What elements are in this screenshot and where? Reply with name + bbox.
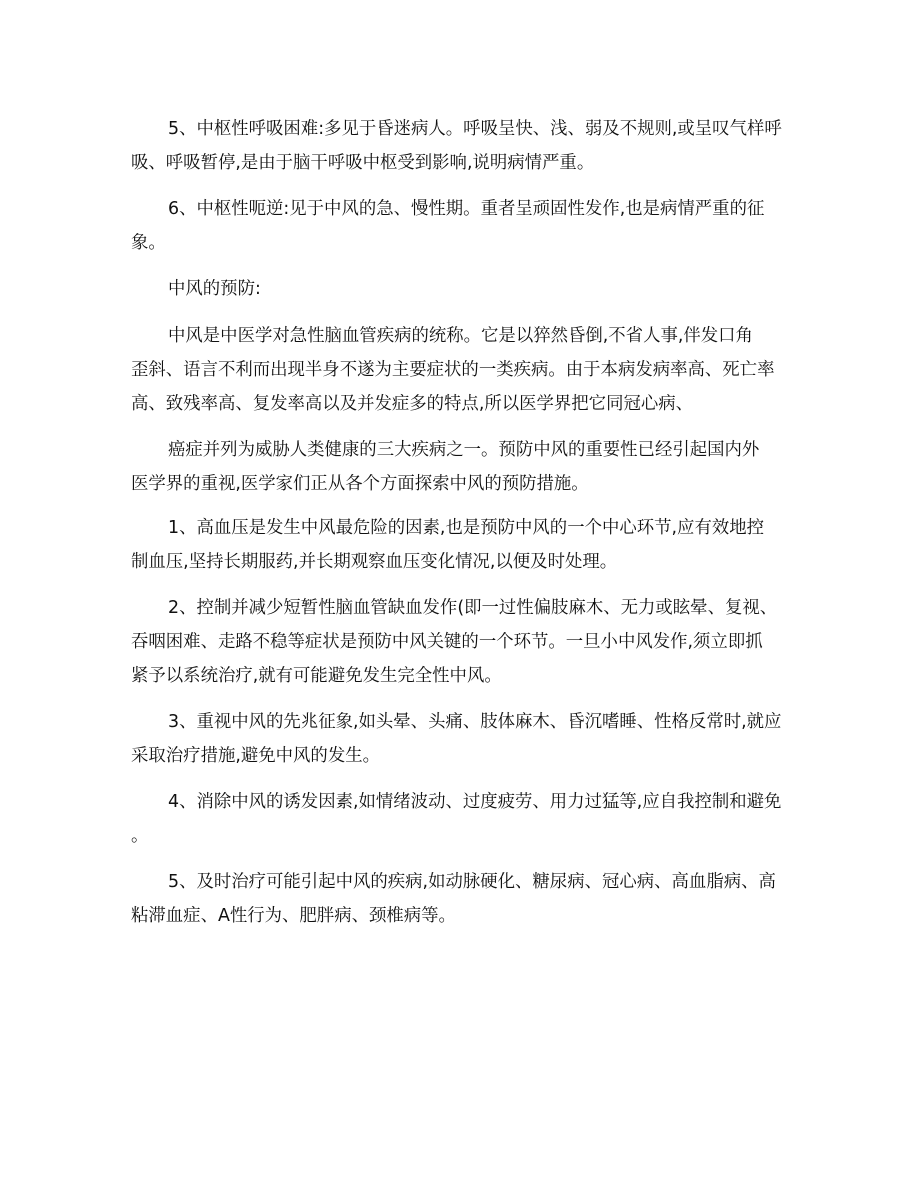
text-line: 制血压,坚持长期服药,并长期观察血压变化情况,以便及时处理。	[131, 552, 618, 572]
text-line: 紧予以系统治疗,就有可能避免发生完全性中风。	[131, 666, 502, 686]
text-line: 6、中枢性呃逆:见于中风的急、慢性期。重者呈顽固性发作,也是病情严重的征	[168, 199, 765, 219]
text-line: 中风是中医学对急性脑血管疾病的统称。它是以猝然昏倒,不省人事,伴发口角	[168, 326, 753, 346]
text-line: 吸、呼吸暂停,是由于脑干呼吸中枢受到影响,说明病情严重。	[131, 153, 595, 173]
text-line: 4、消除中风的诱发因素,如情绪波动、过度疲劳、用力过猛等,应自我控制和避免	[168, 792, 782, 812]
document-body	[131, 112, 791, 933]
paragraph-stroke-definition	[131, 319, 791, 421]
text-line: 象。	[131, 233, 166, 253]
text-line: 癌症并列为威胁人类健康的三大疾病之一。预防中风的重要性已经引起国内外	[168, 440, 760, 460]
paragraph-prevention-2	[131, 591, 791, 693]
text-line: 3、重视中风的先兆征象,如头晕、头痛、肢体麻木、昏沉嗜睡、性格反常时,就应	[168, 712, 782, 732]
text-line: 医学界的重视,医学家们正从各个方面探索中风的预防措施。	[131, 474, 589, 494]
section-heading: 中风的预防:	[168, 279, 261, 299]
paragraph-prevention-5	[131, 865, 791, 933]
text-line: 歪斜、语言不利而出现半身不遂为主要症状的一类疾病。由于本病发病率高、死亡率	[131, 360, 775, 380]
text-line: 高、致残率高、复发率高以及并发症多的特点,所以医学界把它同冠心病、	[131, 394, 694, 414]
paragraph-stroke-importance	[131, 433, 791, 501]
paragraph-prevention-3	[131, 705, 791, 773]
paragraph-central-dyspnea	[131, 112, 791, 180]
text-line: 2、控制并减少短暂性脑血管缺血发作(即一过性偏肢麻木、无力或眩晕、复视、	[168, 598, 778, 618]
text-line: 粘滞血症、A性行为、肥胖病、颈椎病等。	[131, 906, 456, 926]
text-line: 采取治疗措施,避免中风的发生。	[131, 746, 380, 766]
text-line: 5、及时治疗可能引起中风的疾病,如动脉硬化、糖尿病、冠心病、高血脂病、高	[168, 872, 776, 892]
text-line: 1、高血压是发生中风最危险的因素,也是预防中风的一个中心环节,应有效地控	[168, 518, 765, 538]
section-heading-prevention	[131, 272, 791, 306]
paragraph-prevention-4	[131, 785, 791, 853]
paragraph-central-hiccup	[131, 192, 791, 260]
text-line: 吞咽困难、走路不稳等症状是预防中风关键的一个环节。一旦小中风发作,须立即抓	[131, 632, 763, 652]
text-line: 5、中枢性呼吸困难:多见于昏迷病人。呼吸呈快、浅、弱及不规则,或呈叹气样呼	[168, 119, 782, 139]
paragraph-prevention-1	[131, 511, 791, 579]
text-line: 。	[131, 826, 149, 846]
